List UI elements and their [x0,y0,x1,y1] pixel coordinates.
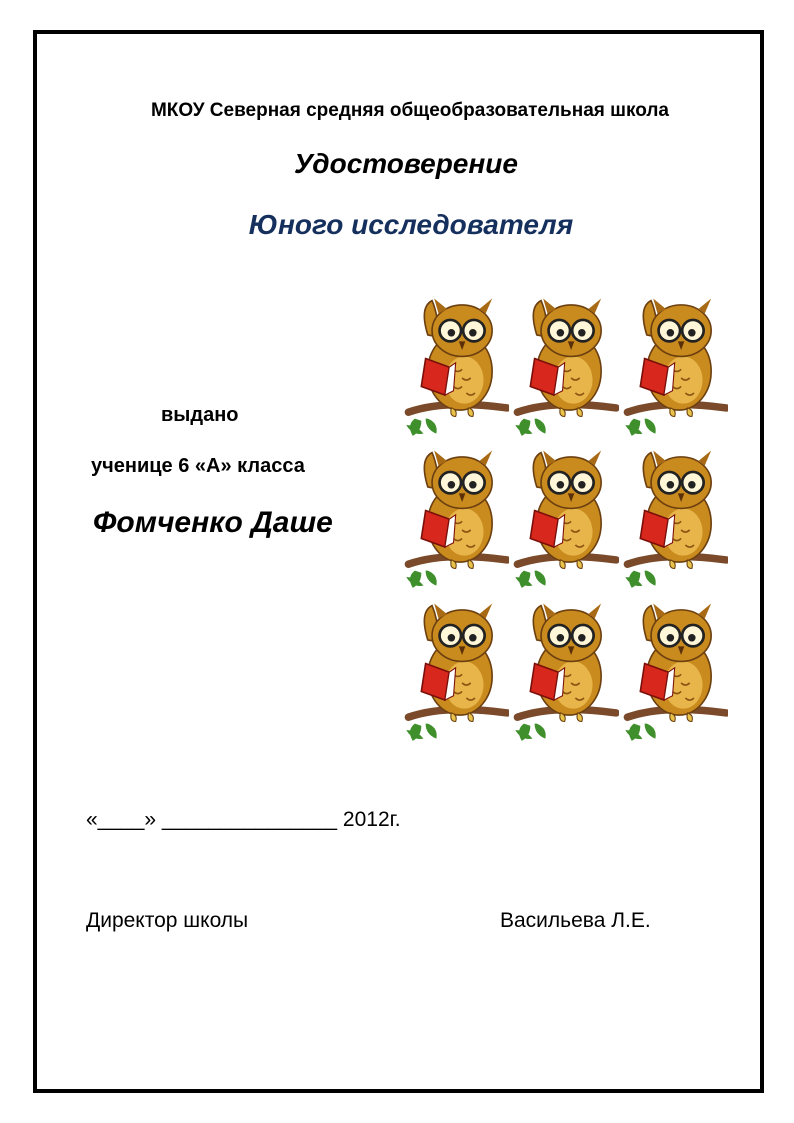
owl-reading-book-icon [511,444,618,594]
owl-reading-book-icon [621,597,728,747]
owl-reading-book-icon [621,444,728,594]
student-class-line: ученице 6 «А» класса [91,455,305,477]
certificate-title: Удостоверение [294,148,518,179]
owl-illustration-grid [402,292,728,722]
owl-reading-book-icon [621,292,728,442]
director-label: Директор школы [86,909,249,932]
owl-reading-book-icon [511,597,618,747]
issued-label: выдано [161,404,239,426]
owl-reading-book-icon [402,597,509,747]
student-name: Фомченко Даше [93,506,333,539]
owl-reading-book-icon [402,292,509,442]
date-line: «____» _______________ 2012г. [86,808,401,831]
school-name: МКОУ Северная средняя общеобразовательная школа [150,100,669,121]
owl-reading-book-icon [402,444,509,594]
certificate-subtitle: Юного исследователя [248,209,574,240]
owl-reading-book-icon [511,292,618,442]
director-name: Васильева Л.Е. [500,909,651,932]
